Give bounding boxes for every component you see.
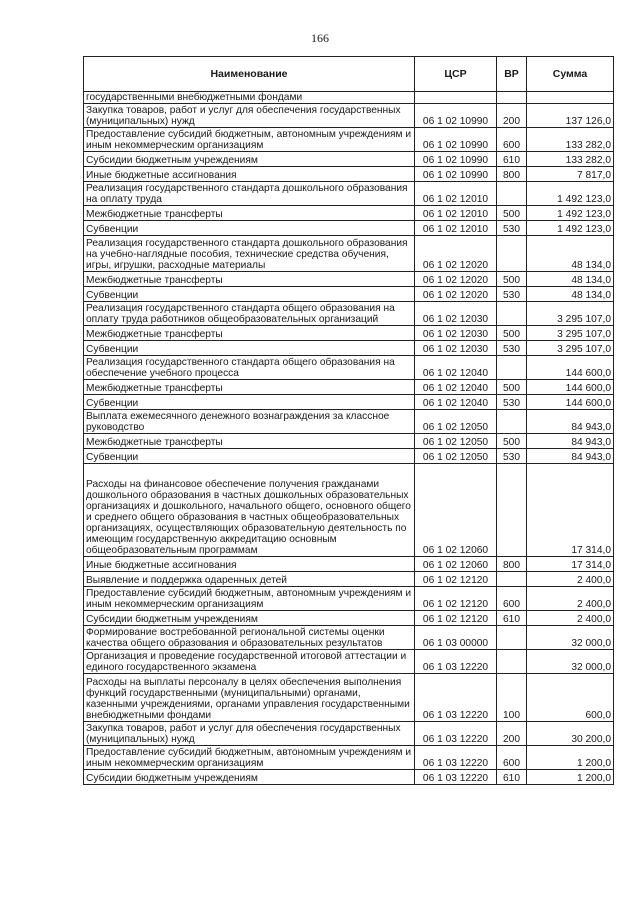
cell-name: Реализация государственного стандарта общего образования на оплату труда работников общеобразовательных организаций	[84, 302, 415, 326]
cell-vr: 530	[497, 449, 527, 464]
cell-sum: 3 295 107,0	[527, 302, 614, 326]
table-row	[84, 236, 614, 272]
cell-sum: 144 600,0	[527, 380, 614, 395]
cell-name: Межбюджетные трансферты	[84, 206, 415, 221]
table-row	[84, 674, 614, 722]
table-row	[84, 410, 614, 434]
cell-vr: 610	[497, 152, 527, 167]
cell-csr: 06 1 02 12050	[415, 434, 497, 449]
cell-csr: 06 1 02 12030	[415, 326, 497, 341]
cell-name: Выявление и поддержка одаренных детей	[84, 572, 415, 587]
cell-name: Реализация государственного стандарта дошкольного образования на оплату труда	[84, 182, 415, 206]
cell-sum: 3 295 107,0	[527, 341, 614, 356]
cell-csr: 06 1 03 12220	[415, 770, 497, 785]
cell-name: Межбюджетные трансферты	[84, 272, 415, 287]
budget-table	[83, 56, 614, 785]
cell-sum: 48 134,0	[527, 272, 614, 287]
cell-csr: 06 1 03 12220	[415, 746, 497, 770]
cell-csr: 06 1 02 12030	[415, 302, 497, 326]
cell-csr: 06 1 02 12120	[415, 587, 497, 611]
cell-name: Реализация государственного стандарта дошкольного образования на учебно-наглядные пособия, технические средства обучения, игры, игрушки, расходные материалы	[84, 236, 415, 272]
cell-name: Формирование востребованной региональной системы оценки качества общего образования и образовательных результатов	[84, 626, 415, 650]
cell-sum: 137 126,0	[527, 104, 614, 128]
cell-vr	[497, 464, 527, 557]
table-row	[84, 746, 614, 770]
cell-vr	[497, 650, 527, 674]
cell-name: Субвенции	[84, 449, 415, 464]
cell-name: Субвенции	[84, 287, 415, 302]
cell-name: Организация и проведение государственной итоговой аттестации и единого государственного экзамена	[84, 650, 415, 674]
table-row	[84, 128, 614, 152]
cell-vr: 600	[497, 746, 527, 770]
cell-csr: 06 1 02 10990	[415, 152, 497, 167]
table-row	[84, 395, 614, 410]
table-row	[84, 287, 614, 302]
cell-sum: 84 943,0	[527, 449, 614, 464]
table-row	[84, 167, 614, 182]
header-sum: Сумма	[527, 57, 614, 92]
cell-csr: 06 1 02 12050	[415, 449, 497, 464]
cell-sum: 133 282,0	[527, 128, 614, 152]
table-row	[84, 557, 614, 572]
cell-name: Закупка товаров, работ и услуг для обеспечения государственных (муниципальных) нужд	[84, 104, 415, 128]
cell-sum: 2 400,0	[527, 572, 614, 587]
cell-name: Межбюджетные трансферты	[84, 380, 415, 395]
cell-vr: 500	[497, 326, 527, 341]
cell-sum: 144 600,0	[527, 395, 614, 410]
table-row	[84, 464, 614, 557]
cell-sum: 32 000,0	[527, 626, 614, 650]
header-csr: ЦСР	[415, 57, 497, 92]
table-body	[84, 92, 614, 785]
cell-sum: 1 200,0	[527, 770, 614, 785]
cell-csr: 06 1 02 12020	[415, 236, 497, 272]
cell-vr: 800	[497, 167, 527, 182]
cell-csr: 06 1 02 12050	[415, 410, 497, 434]
cell-vr: 200	[497, 722, 527, 746]
table-row	[84, 650, 614, 674]
cell-vr: 200	[497, 104, 527, 128]
cell-name: Субвенции	[84, 341, 415, 356]
cell-csr: 06 1 02 12010	[415, 221, 497, 236]
cell-vr	[497, 356, 527, 380]
cell-vr: 610	[497, 611, 527, 626]
cell-sum: 2 400,0	[527, 611, 614, 626]
table-row	[84, 770, 614, 785]
table-row	[84, 341, 614, 356]
table-row	[84, 356, 614, 380]
cell-vr: 530	[497, 341, 527, 356]
cell-sum: 1 492 123,0	[527, 221, 614, 236]
cell-vr: 610	[497, 770, 527, 785]
cell-vr: 600	[497, 587, 527, 611]
cell-csr: 06 1 02 12020	[415, 272, 497, 287]
table-row	[84, 449, 614, 464]
cell-csr: 06 1 02 10990	[415, 128, 497, 152]
cell-csr: 06 1 02 10990	[415, 167, 497, 182]
cell-csr: 06 1 03 12220	[415, 722, 497, 746]
table-row	[84, 272, 614, 287]
cell-vr: 500	[497, 206, 527, 221]
cell-vr	[497, 92, 527, 104]
cell-csr: 06 1 02 12060	[415, 557, 497, 572]
cell-sum: 30 200,0	[527, 722, 614, 746]
cell-csr: 06 1 02 12120	[415, 572, 497, 587]
cell-name: Предоставление субсидий бюджетным, автономным учреждениям и иным некоммерческим организациям	[84, 587, 415, 611]
cell-csr: 06 1 02 10990	[415, 104, 497, 128]
cell-csr: 06 1 02 12040	[415, 356, 497, 380]
cell-name: Субсидии бюджетным учреждениям	[84, 611, 415, 626]
cell-vr: 500	[497, 434, 527, 449]
cell-vr: 530	[497, 395, 527, 410]
cell-name: Предоставление субсидий бюджетным, автономным учреждениям и иным некоммерческим организациям	[84, 746, 415, 770]
table-row	[84, 92, 614, 104]
cell-csr: 06 1 02 12040	[415, 395, 497, 410]
cell-csr: 06 1 02 12010	[415, 182, 497, 206]
cell-vr	[497, 236, 527, 272]
table-row	[84, 434, 614, 449]
cell-sum: 17 314,0	[527, 557, 614, 572]
cell-sum: 32 000,0	[527, 650, 614, 674]
table-row	[84, 611, 614, 626]
cell-name: Иные бюджетные ассигнования	[84, 557, 415, 572]
cell-sum: 1 200,0	[527, 746, 614, 770]
cell-csr: 06 1 02 12020	[415, 287, 497, 302]
cell-vr: 600	[497, 128, 527, 152]
cell-sum: 48 134,0	[527, 287, 614, 302]
table-row	[84, 722, 614, 746]
cell-sum: 48 134,0	[527, 236, 614, 272]
cell-name: Межбюджетные трансферты	[84, 434, 415, 449]
cell-sum: 133 282,0	[527, 152, 614, 167]
cell-csr: 06 1 03 12220	[415, 674, 497, 722]
cell-name: Субсидии бюджетным учреждениям	[84, 770, 415, 785]
cell-vr	[497, 302, 527, 326]
cell-sum: 3 295 107,0	[527, 326, 614, 341]
cell-csr: 06 1 03 00000	[415, 626, 497, 650]
cell-sum: 84 943,0	[527, 434, 614, 449]
cell-csr: 06 1 02 12010	[415, 206, 497, 221]
table-row	[84, 104, 614, 128]
cell-csr	[415, 92, 497, 104]
cell-name: государственными внебюджетными фондами	[84, 92, 415, 104]
cell-sum: 7 817,0	[527, 167, 614, 182]
table-row	[84, 152, 614, 167]
table-row	[84, 302, 614, 326]
cell-sum: 17 314,0	[527, 464, 614, 557]
cell-sum: 1 492 123,0	[527, 182, 614, 206]
cell-csr: 06 1 02 12120	[415, 611, 497, 626]
cell-vr: 100	[497, 674, 527, 722]
cell-vr: 530	[497, 287, 527, 302]
cell-name: Расходы на финансовое обеспечение получения гражданами дошкольного образования в частных дошкольных образовательных организациях и дошкольного, начального общего, основного общего и среднего общего образования в частных общеобразовательных организациях, осуществляющих образовательную деятельность по имеющим государственную аккредитацию основным общеобразовательным программам	[84, 464, 415, 557]
table-row	[84, 572, 614, 587]
cell-sum: 600,0	[527, 674, 614, 722]
cell-name: Закупка товаров, работ и услуг для обеспечения государственных (муниципальных) нужд	[84, 722, 415, 746]
table-row	[84, 380, 614, 395]
cell-csr: 06 1 02 12030	[415, 341, 497, 356]
table-row	[84, 206, 614, 221]
cell-vr: 800	[497, 557, 527, 572]
page-number: 166	[311, 31, 329, 45]
table-header-row	[84, 57, 614, 92]
cell-sum: 1 492 123,0	[527, 206, 614, 221]
table-row	[84, 587, 614, 611]
table-row	[84, 326, 614, 341]
cell-name: Субвенции	[84, 221, 415, 236]
table-row	[84, 626, 614, 650]
cell-vr	[497, 182, 527, 206]
cell-vr: 530	[497, 221, 527, 236]
cell-name: Субсидии бюджетным учреждениям	[84, 152, 415, 167]
cell-csr: 06 1 02 12040	[415, 380, 497, 395]
cell-name: Выплата ежемесячного денежного вознаграждения за классное руководство	[84, 410, 415, 434]
table-row	[84, 221, 614, 236]
header-name: Наименование	[84, 57, 415, 92]
cell-name: Расходы на выплаты персоналу в целях обеспечения выполнения функций государственными (муниципальными) органами, казенными учреждениями, органами управления государственными внебюджетными фондами	[84, 674, 415, 722]
cell-name: Иные бюджетные ассигнования	[84, 167, 415, 182]
cell-name: Субвенции	[84, 395, 415, 410]
cell-sum	[527, 92, 614, 104]
cell-vr: 500	[497, 380, 527, 395]
cell-vr	[497, 410, 527, 434]
cell-csr: 06 1 03 12220	[415, 650, 497, 674]
cell-sum: 144 600,0	[527, 356, 614, 380]
cell-name: Реализация государственного стандарта общего образования на обеспечение учебного процесса	[84, 356, 415, 380]
cell-sum: 2 400,0	[527, 587, 614, 611]
cell-vr	[497, 626, 527, 650]
cell-vr: 500	[497, 272, 527, 287]
table-row	[84, 182, 614, 206]
cell-sum: 84 943,0	[527, 410, 614, 434]
cell-csr: 06 1 02 12060	[415, 464, 497, 557]
cell-vr	[497, 572, 527, 587]
header-vr: ВР	[497, 57, 527, 92]
cell-name: Предоставление субсидий бюджетным, автономным учреждениям и иным некоммерческим организациям	[84, 128, 415, 152]
cell-name: Межбюджетные трансферты	[84, 326, 415, 341]
